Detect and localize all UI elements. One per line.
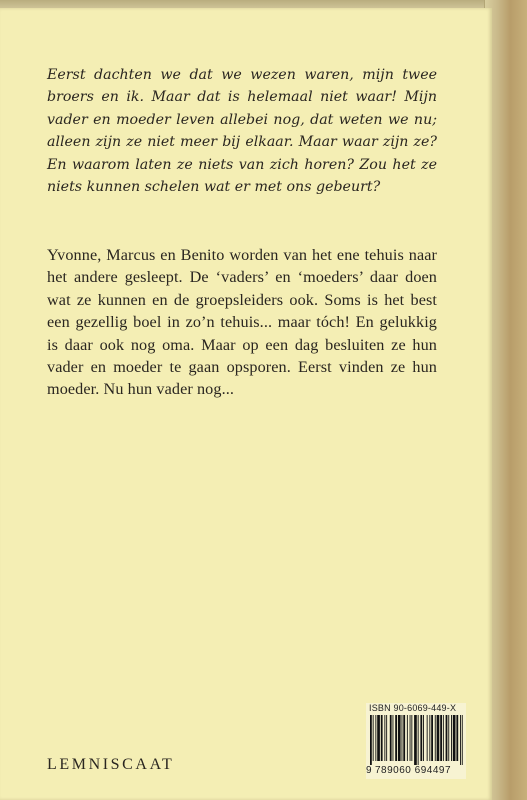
barcode-image bbox=[369, 715, 463, 765]
barcode-panel bbox=[366, 703, 466, 779]
ean-digits: 789060 694497 bbox=[375, 765, 452, 776]
back-cover bbox=[0, 8, 492, 800]
publisher-name: LEMNISCAAT bbox=[47, 756, 175, 773]
ean-first-digit: 9 bbox=[366, 765, 373, 776]
summary-text: Yvonne, Marcus en Benito worden van het ene tehuis naar het andere gesleept. De ‘vaders’ en ‘moeders’ daar doen wat ze kunnen en de groepsleiders ook. Soms is het best een gezellig boel in zo’n tehuis... maar tóch! En gelukkig is daar ook nog oma. Maar op een dag besluiten ze hun vader en moeder te gaan opsporen. Eerst vinden ze hun moeder. Nu hun vader nog... bbox=[47, 246, 437, 399]
blurb-italic: Eerst dachten we dat we wezen waren, mijn twee broers en ik. Maar dat is helemaal niet waar! Mijn vader en moeder leven allebei nog, dat weten we nu; alleen zijn ze niet meer bij elkaar. Maar waar zijn ze? En waarom laten ze niets van zich horen? Zou het ze niets kunnen schelen wat er met ons gebeurt? bbox=[47, 67, 437, 196]
isbn-label: ISBN 90-6069-449-X bbox=[369, 703, 457, 713]
